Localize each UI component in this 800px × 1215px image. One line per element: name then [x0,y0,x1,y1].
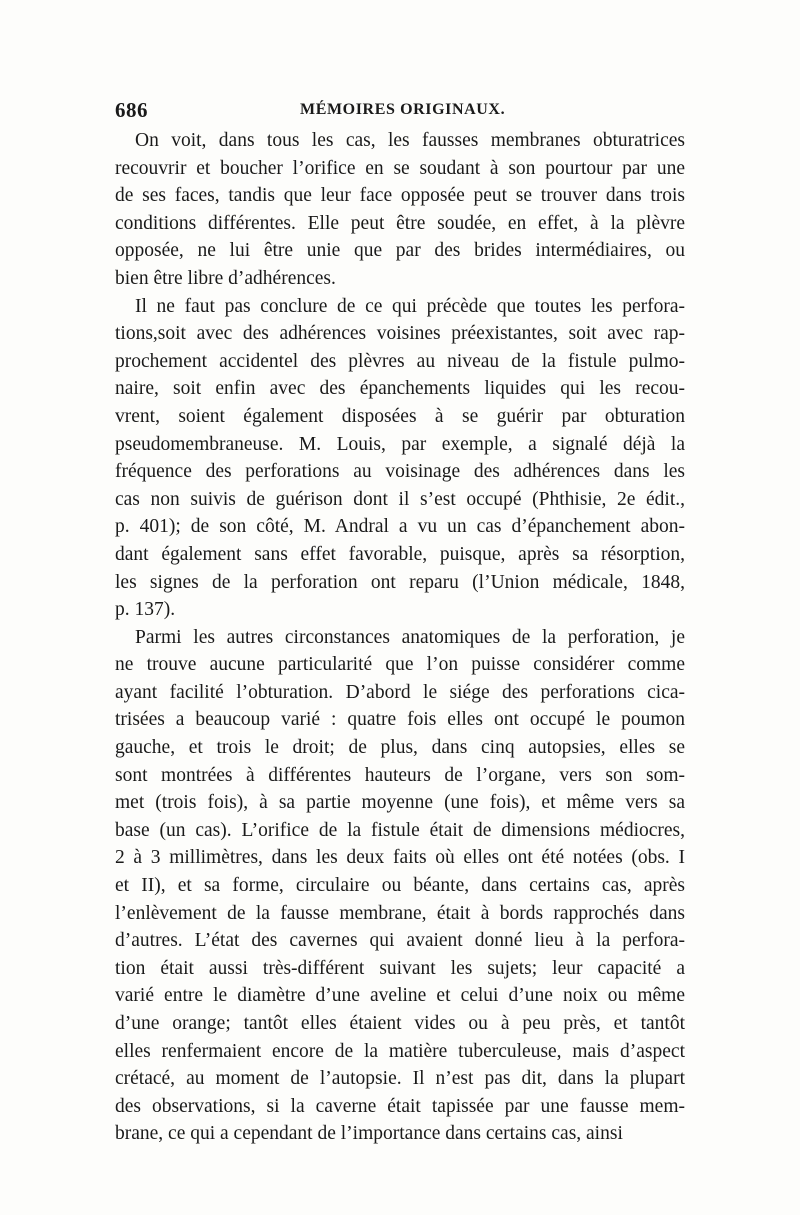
text-line: tion était aussi très-différent suivant les sujets; leur capacité a [115,957,685,979]
text-line: elles renfermaient encore de la matière tuberculeuse, mais d’aspect [115,1040,685,1062]
text-line: p. 137). [115,599,176,621]
text-line: brane, ce qui a cependant de l’importance dans certains cas, ainsi [115,1123,623,1145]
text-line: d’autres. L’état des cavernes qui avaient donné lieu à la perfora- [115,930,685,952]
text-line: tions,soit avec des adhérences voisines préexistantes, soit avec rap- [115,323,685,345]
text-line: 2 à 3 millimètres, dans les deux faits où elles ont été notées (obs. I [115,847,685,869]
text-line: ayant facilité l’obturation. D’abord le siége des perforations cica- [115,681,685,703]
page-number: 686 [115,98,148,122]
text-line: bien être libre d’adhérences. [115,267,336,289]
text-line: prochement accidentel des plèvres au niveau de la fistule pulmo- [115,350,685,372]
text-line: varié entre le diamètre d’une aveline et celui d’une noix ou même [115,985,685,1007]
text-line: conditions différentes. Elle peut être soudée, en effet, à la plèvre [115,212,685,234]
text-line: crétacé, au moment de l’autopsie. Il n’est pas dit, dans la plupart [115,1068,685,1090]
text-line: ne trouve aucune particularité que l’on puisse considérer comme [115,654,685,676]
text-line: d’une orange; tantôt elles étaient vides ou à peu près, et tantôt [115,1013,685,1034]
text-line: gauche, et trois le droit; de plus, dans cinq autopsies, elles se [115,737,685,759]
text-line: vrent, soient également disposées à se guérir par obturation [115,405,685,427]
text-line: sont montrées à différentes hauteurs de l’organe, vers son som- [115,764,685,786]
text-line: cas non suivis de guérison dont il s’est occupé (Phthisie, 2e édit., [115,488,685,510]
text-line: des observations, si la caverne était tapissée par une fausse mem- [115,1095,685,1117]
text-line: l’enlèvement de la fausse membrane, était à bords rapprochés dans [115,902,685,924]
text-line: opposée, ne lui être unie que par des brides intermédiaires, ou [115,240,685,262]
text-line: met (trois fois), à sa partie moyenne (une fois), et même vers sa [115,792,685,814]
running-title: MÉMOIRES ORIGINAUX. [300,101,506,118]
text-line: dant également sans effet favorable, puisque, après sa résorption, [115,543,685,565]
running-head [115,98,685,128]
text-line: Il ne faut pas conclure de ce qui précède que toutes les perfora- [135,295,685,317]
body-text [115,127,685,1148]
text-line: trisées a beaucoup varié : quatre fois elles ont occupé le poumon [115,709,685,731]
text-line: p. 401); de son côté, M. Andral a vu un cas d’épanchement abon- [115,516,685,538]
text-line: de ses faces, tandis que leur face opposée peut se trouver dans trois [115,185,685,207]
text-line: On voit, dans tous les cas, les fausses membranes obturatrices [135,130,685,151]
text-line: fréquence des perforations au voisinage des adhérences dans les [115,461,685,483]
text-line: base (un cas). L’orifice de la fistule était de dimensions médiocres, [115,819,685,841]
text-line: naire, soit enfin avec des épanchements liquides qui les recou- [115,378,685,400]
text-line: Parmi les autres circonstances anatomiques de la perforation, je [135,626,685,648]
text-line: pseudomembraneuse. M. Louis, par exemple, a signalé déjà la [115,433,685,455]
text-line: recouvrir et boucher l’orifice en se soudant à son pourtour par une [115,157,685,179]
text-line: et II), et sa forme, circulaire ou béante, dans certains cas, après [115,875,685,897]
text-line: les signes de la perforation ont reparu (l’Union médicale, 1848, [115,571,685,593]
